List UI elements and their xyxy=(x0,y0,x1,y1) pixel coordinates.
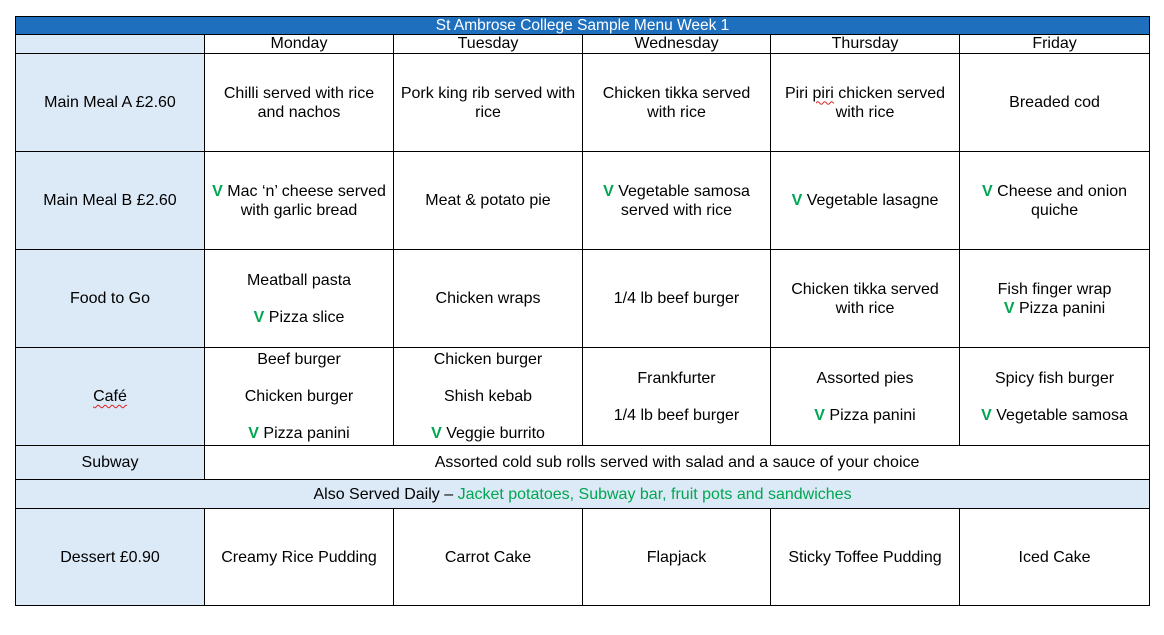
dish-text: Pizza panini xyxy=(263,425,350,442)
food-to-go-thursday: Chicken tikka served with rice xyxy=(771,250,960,348)
main-a-thursday xyxy=(771,54,960,152)
row-label-food-to-go: Food to Go xyxy=(16,250,205,348)
dish-text: Pizza panini xyxy=(829,406,916,424)
food-to-go-monday xyxy=(205,250,394,348)
main-a-tuesday: Pork king rib served with rice xyxy=(394,54,583,152)
dish-text: Shish kebab xyxy=(443,388,533,405)
dessert-wednesday: Flapjack xyxy=(583,509,771,606)
day-friday: Friday xyxy=(960,35,1150,54)
dessert-monday: Creamy Rice Pudding xyxy=(205,509,394,606)
vegetarian-marker: V xyxy=(212,182,223,200)
corner-cell xyxy=(16,35,205,54)
vegetarian-marker: V xyxy=(431,425,442,442)
food-to-go-wednesday: 1/4 lb beef burger xyxy=(583,250,771,348)
main-a-friday: Breaded cod xyxy=(960,54,1150,152)
vegetarian-marker: V xyxy=(1003,299,1015,317)
daily-items: Jacket potatoes, Subway bar, fruit pots and sandwiches xyxy=(457,485,852,503)
row-label-dessert: Dessert £0.90 xyxy=(16,509,205,606)
row-label-main-meal-a: Main Meal A £2.60 xyxy=(16,54,205,152)
main-b-wednesday xyxy=(583,152,771,250)
dish-text: Chicken burger xyxy=(433,351,543,368)
cafe-label-text: Café xyxy=(93,388,127,405)
dish-text: Pizza slice xyxy=(268,308,345,326)
menu-title: St Ambrose College Sample Menu Week 1 xyxy=(16,17,1150,35)
cafe-monday xyxy=(205,348,394,446)
subway-description: Assorted cold sub rolls served with salad and a sauce of your choice xyxy=(205,446,1150,480)
main-a-thursday-text: Piri piri chicken served with rice xyxy=(784,84,946,121)
dish-text: Vegetable samosa xyxy=(996,406,1128,424)
vegetarian-marker: V xyxy=(814,406,825,424)
vegetarian-marker: V xyxy=(981,406,992,424)
dish-text: Veggie burrito xyxy=(446,425,545,442)
main-a-monday: Chilli served with rice and nachos xyxy=(205,54,394,152)
main-b-tuesday: Meat & potato pie xyxy=(394,152,583,250)
vegetarian-marker: V xyxy=(791,192,803,209)
dish-text: Assorted pies xyxy=(816,369,914,387)
row-label-subway: Subway xyxy=(16,446,205,480)
day-wednesday: Wednesday xyxy=(583,35,771,54)
dessert-friday: Iced Cake xyxy=(960,509,1150,606)
dish-text: Spicy fish burger xyxy=(994,369,1115,387)
main-a-wednesday: Chicken tikka served with rice xyxy=(583,54,771,152)
main-b-thursday xyxy=(771,152,960,250)
cafe-friday xyxy=(960,348,1150,446)
row-label-main-meal-b: Main Meal B £2.60 xyxy=(16,152,205,250)
menu-table xyxy=(15,16,1150,606)
vegetarian-marker: V xyxy=(603,182,614,200)
day-tuesday: Tuesday xyxy=(394,35,583,54)
cafe-wednesday xyxy=(583,348,771,446)
dessert-thursday: Sticky Toffee Pudding xyxy=(771,509,960,606)
row-label-cafe xyxy=(16,348,205,446)
cafe-thursday xyxy=(771,348,960,446)
dessert-tuesday: Carrot Cake xyxy=(394,509,583,606)
dish-text: Mac ‘n’ cheese served with garlic bread xyxy=(227,182,386,219)
food-to-go-friday xyxy=(960,250,1150,348)
main-b-friday xyxy=(960,152,1150,250)
vegetarian-marker: V xyxy=(248,425,259,442)
vegetarian-marker: V xyxy=(253,308,265,326)
also-served-daily xyxy=(16,480,1150,509)
dish-text: 1/4 lb beef burger xyxy=(613,406,740,424)
dish-text: Pizza panini xyxy=(1018,299,1106,317)
vegetarian-marker: V xyxy=(982,182,993,200)
dish-text: Vegetable lasagne xyxy=(806,192,939,209)
dish-text: Beef burger xyxy=(257,351,341,368)
main-b-monday xyxy=(205,152,394,250)
daily-prefix: Also Served Daily – xyxy=(313,485,454,503)
dish-text: Meatball pasta xyxy=(246,271,352,289)
dish-text: Fish finger wrap xyxy=(997,280,1112,298)
food-to-go-tuesday: Chicken wraps xyxy=(394,250,583,348)
dish-text: Vegetable samosa served with rice xyxy=(618,182,750,219)
dish-text: Cheese and onion quiche xyxy=(997,182,1128,219)
day-monday: Monday xyxy=(205,35,394,54)
day-thursday: Thursday xyxy=(771,35,960,54)
dish-text: Frankfurter xyxy=(637,369,716,387)
dish-text: Chicken burger xyxy=(244,388,354,405)
cafe-tuesday xyxy=(394,348,583,446)
